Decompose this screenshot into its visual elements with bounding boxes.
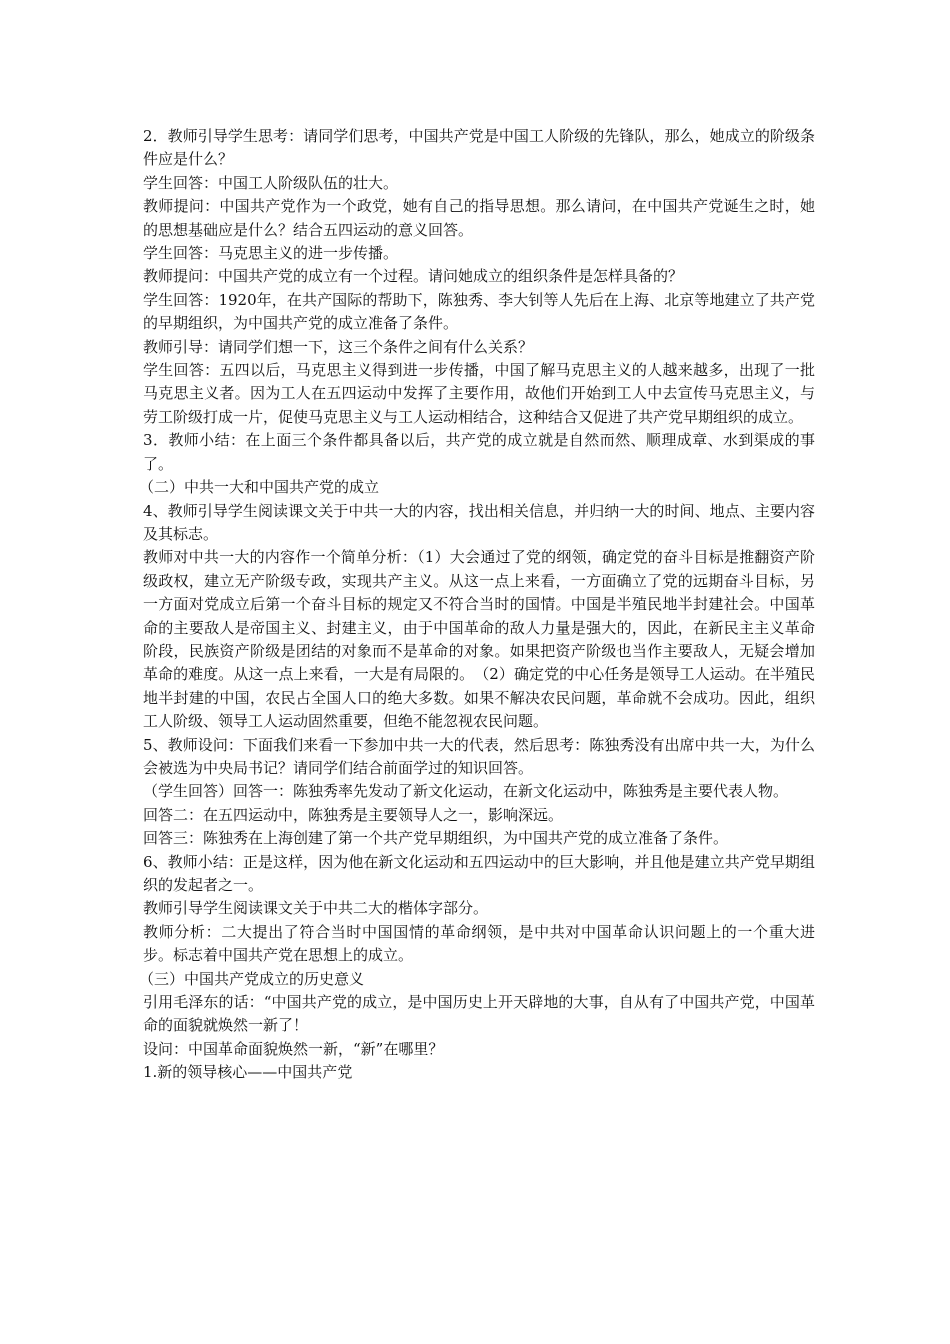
paragraph: 引用毛泽东的话：“中国共产党的成立，是中国历史上开天辟地的大事，自从有了中国共产党，中国革命的面貌就焕然一新了！ bbox=[143, 993, 815, 1035]
paragraph: 学生回答：1920年，在共产国际的帮助下，陈独秀、李大钊等人先后在上海、北京等地建立了共产党的早期组织，为中国共产党的成立准备了条件。 bbox=[143, 290, 815, 333]
paragraph: 回答二：在五四运动中，陈独秀是主要领导人之一，影响深远。 bbox=[143, 805, 564, 824]
paragraph: 教师分析：二大提出了符合当时中国国情的革命纲领，是中共对中国革命认识问题上的一个重大进步。标志着中国共产党在思想上的成立。 bbox=[143, 922, 815, 965]
paragraph: 4、教师引导学生阅读课文关于中共一大的内容，找出相关信息，并归纳一大的时间、地点、主要内容及其标志。 bbox=[143, 501, 815, 543]
document-body bbox=[139, 125, 815, 1085]
paragraph: 6、教师小结：正是这样，因为他在新文化运动和五四运动中的巨大影响，并且他是建立共产党早期组织的发起者之一。 bbox=[143, 852, 815, 894]
section-heading: （三）中国共产党成立的历史意义 bbox=[139, 969, 365, 988]
paragraph: 1.新的领导核心——中国共产党 bbox=[143, 1063, 353, 1082]
paragraph: （学生回答）回答一：陈独秀率先发动了新文化运动，在新文化运动中，陈独秀是主要代表人物。 bbox=[143, 782, 789, 801]
paragraph: 教师提问：中国共产党作为一个政党，她有自己的指导思想。那么请问，在中国共产党诞生之时，她的思想基础应是什么？结合五四运动的意义回答。 bbox=[143, 197, 815, 239]
paragraph: 2．教师引导学生思考：请同学们思考，中国共产党是中国工人阶级的先锋队，那么，她成立的阶级条件应是什么？ bbox=[143, 127, 815, 169]
paragraph: 教师提问：中国共产党的成立有一个过程。请问她成立的组织条件是怎样具备的？ bbox=[143, 267, 684, 286]
paragraph: 教师对中共一大的内容作一个简单分析：（1）大会通过了党的纲领，确定党的奋斗目标是推翻资产阶级政权，建立无产阶级专政，实现共产主义。从这一点上来看，一方面确立了党的远期奋斗目标，另一方面对党成立后第一个奋斗目标的规定又不符合当时的国情。中国是半殖民地半封建社会。中国革命的主要敌人是帝国主义、封建主义，由于中国革命的敌人力量是强大的，因此，在新民主主义革命阶段，民族资产阶级是团结的对象而不是革命的对象。如果把资产阶级也当作主要敌人，无疑会增加革命的难度。从这一点上来看，一大是有局限的。 （2）确定党的中心任务是领导工人运动。在半殖民地半封建的中国，农民占全国人口的绝大多数。如果不解决农民问题，革命就不会成功。因此，组织工人阶级、领导工人运动固然重要，但绝不能忽视农民问题。 bbox=[143, 548, 815, 731]
section-heading: （二）中共一大和中国共产党的成立 bbox=[139, 478, 380, 497]
paragraph: 5、教师设问：下面我们来看一下参加中共一大的代表，然后思考：陈独秀没有出席中共一大，为什么会被选为中央局书记？请同学们结合前面学过的知识回答。 bbox=[143, 735, 815, 777]
paragraph: 教师引导：请同学们想一下，这三个条件之间有什么关系？ bbox=[143, 337, 534, 356]
paragraph: 教师引导学生阅读课文关于中共二大的楷体字部分。 bbox=[143, 899, 489, 918]
paragraph: 设问：中国革命面貌焕然一新，“新”在哪里？ bbox=[143, 1039, 444, 1058]
paragraph: 学生回答：五四以后，马克思主义得到进一步传播，中国了解马克思主义的人越来越多，出现了一批马克思主义者。因为工人在五四运动中发挥了主要作用，故他们开始到工人中去宣传马克思主义，与劳工阶级打成一片，促使马克思主义与工人运动相结合，这种结合又促进了共产党早期组织的成立。 bbox=[143, 361, 815, 426]
paragraph: 学生回答：中国工人阶级队伍的壮大。 bbox=[143, 173, 399, 192]
paragraph: 回答三：陈独秀在上海创建了第一个共产党早期组织，为中国共产党的成立准备了条件。 bbox=[143, 829, 729, 848]
paragraph: 学生回答：马克思主义的进一步传播。 bbox=[143, 244, 399, 263]
paragraph: 3．教师小结：在上面三个条件都具备以后，共产党的成立就是自然而然、顺理成章、水到渠成的事了。 bbox=[143, 431, 815, 473]
